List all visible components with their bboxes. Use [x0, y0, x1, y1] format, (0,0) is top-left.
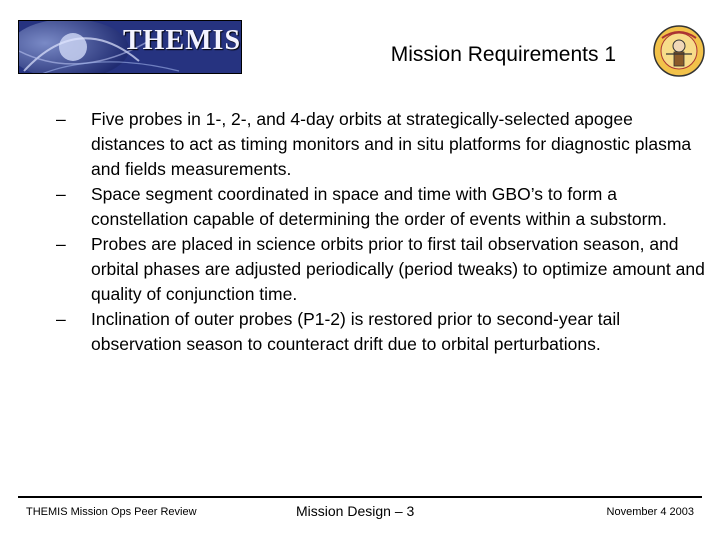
slide-title: Mission Requirements 1	[390, 43, 616, 66]
mascot-icon	[652, 24, 706, 78]
logo-text: THEMIS	[123, 25, 242, 56]
themis-mascot-logo	[652, 24, 706, 78]
bullet-marker: –	[56, 234, 66, 254]
footer-page-label: Mission Design – 3	[296, 503, 415, 519]
bullet-marker: –	[56, 109, 66, 129]
bullet-text: Inclination of outer probes (P1-2) is restored prior to second-year tail observation season to counteract drift due to orbital perturbations.	[91, 309, 621, 354]
list-item	[56, 182, 706, 232]
footer-divider	[18, 496, 702, 498]
list-item	[56, 307, 706, 357]
requirements-list	[56, 107, 706, 357]
footer-date: November 4 2003	[606, 506, 694, 518]
bullet-marker: –	[56, 184, 66, 204]
list-item	[56, 107, 706, 182]
bullet-text: Five probes in 1-, 2-, and 4-day orbits at strategically-selected apogee distances to act as timing monitors and in situ platforms for diagnostic plasma and fields measurements.	[91, 109, 692, 179]
footer-review-name: THEMIS Mission Ops Peer Review	[26, 506, 197, 518]
themis-banner-logo	[18, 20, 242, 74]
bullet-marker: –	[56, 309, 66, 329]
list-item	[56, 232, 706, 307]
bullet-text: Space segment coordinated in space and time with GBO’s to form a constellation capable of determining the order of events within a substorm.	[91, 184, 667, 229]
bullet-text: Probes are placed in science orbits prior to first tail observation season, and orbital phases are adjusted periodically (period tweaks) to optimize amount and quality of conjunction time.	[91, 234, 705, 304]
